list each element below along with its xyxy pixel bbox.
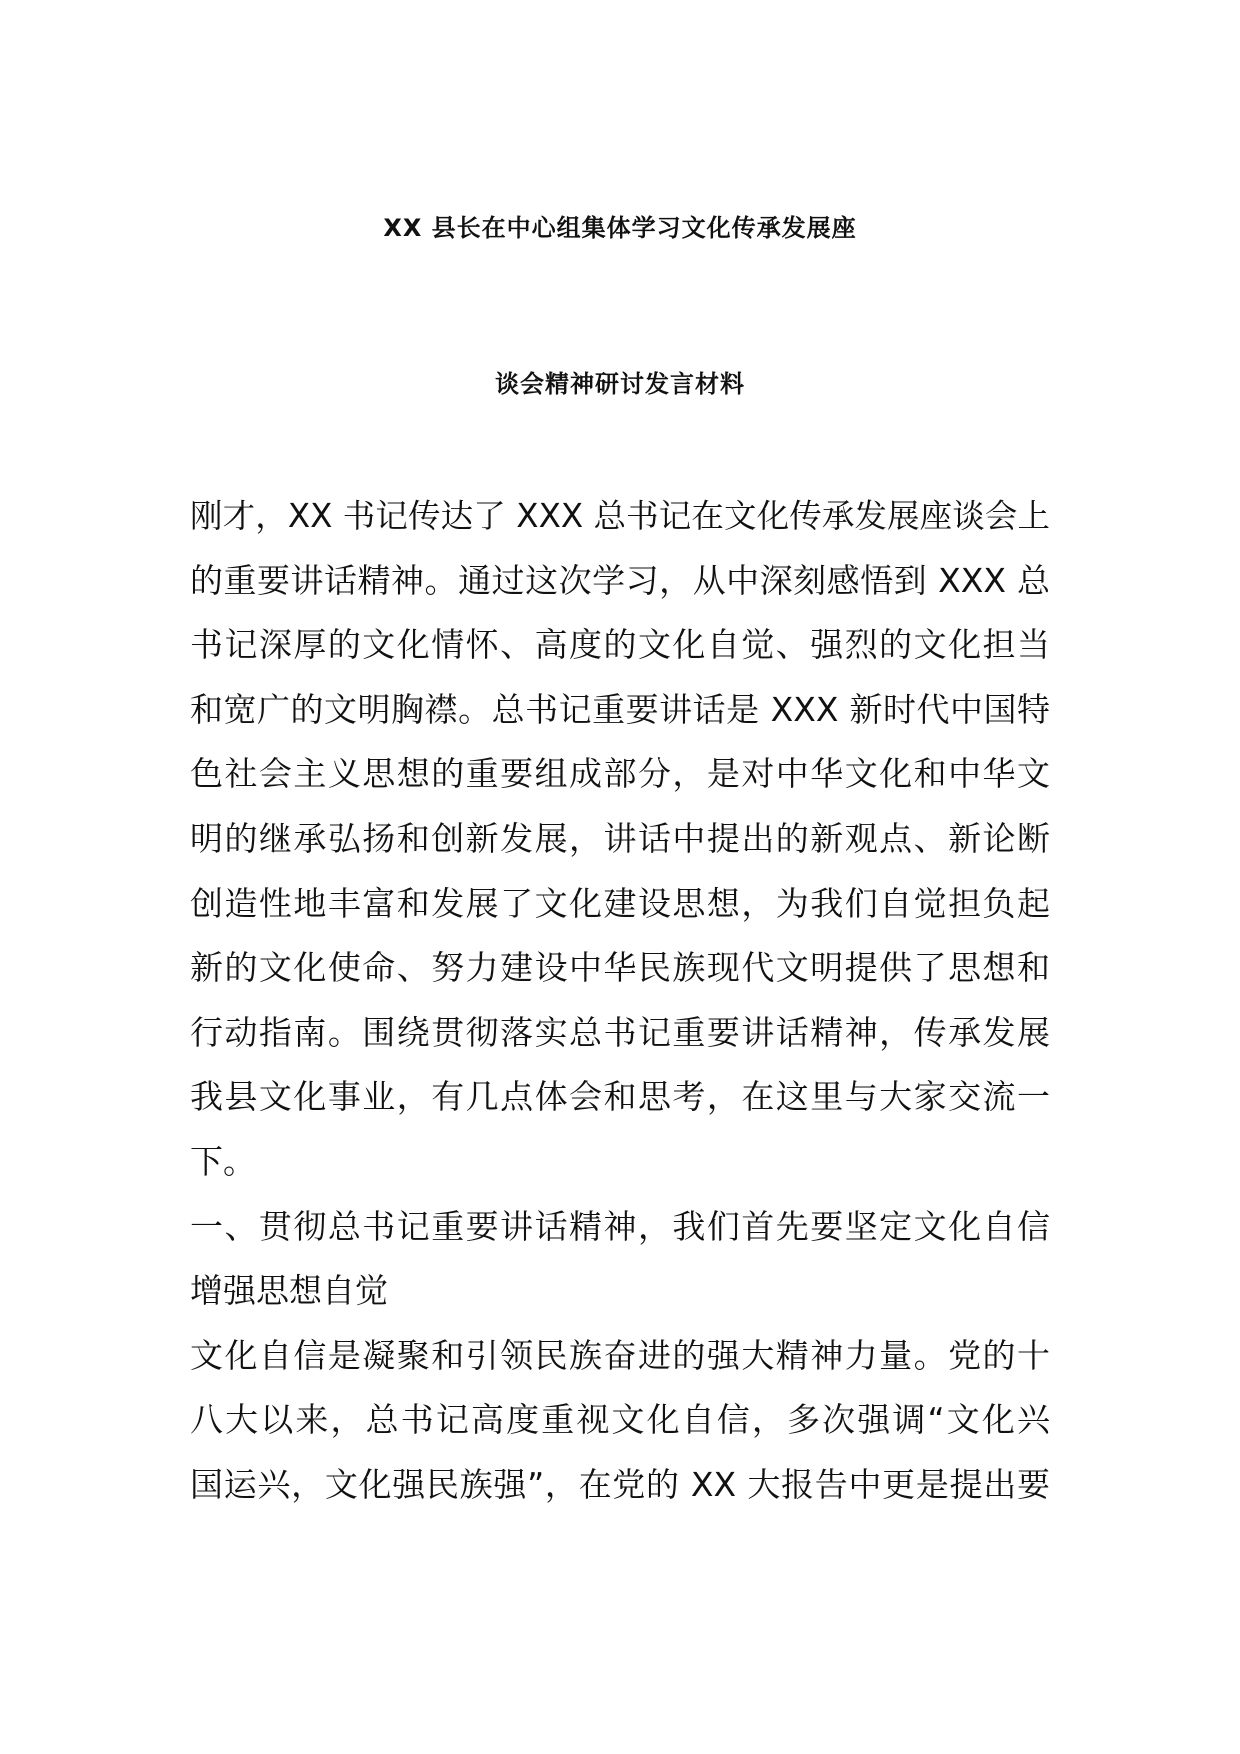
body-line: 我县文化事业，有几点体会和思考，在这里与大家交流一 xyxy=(190,1077,1050,1117)
body-line: 的重要讲话精神。通过这次学习，从中深刻感悟到 XXX 总 xyxy=(190,560,1050,600)
body-line: 下。 xyxy=(190,1141,256,1181)
body-line: 行动指南。围绕贯彻落实总书记重要讲话精神，传承发展 xyxy=(190,1012,1050,1052)
body-line: 新的文化使命、努力建设中华民族现代文明提供了思想和 xyxy=(190,948,1050,988)
body-line: 八大以来，总书记高度重视文化自信，多次强调“文化兴 xyxy=(190,1400,1050,1440)
body-line: 色社会主义思想的重要组成部分，是对中华文化和中华文 xyxy=(190,754,1050,794)
section-heading-line: 增强思想自觉 xyxy=(190,1271,388,1311)
section-heading-line: 一、贯彻总书记重要讲话精神，我们首先要坚定文化自信 xyxy=(190,1206,1050,1246)
document-title-line-1: XX 县长在中心组集体学习文化传承发展座 xyxy=(383,214,857,242)
body-line: 和宽广的文明胸襟。总书记重要讲话是 XXX 新时代中国特 xyxy=(190,689,1050,729)
body-line: 明的继承弘扬和创新发展，讲话中提出的新观点、新论断 xyxy=(190,818,1050,858)
body-line: 书记深厚的文化情怀、高度的文化自觉、强烈的文化担当 xyxy=(190,625,1050,665)
document-body xyxy=(190,484,1050,1518)
body-line: 国运兴，文化强民族强”，在党的 XX 大报告中更是提出要 xyxy=(190,1464,1050,1504)
body-line: 文化自信是凝聚和引领民族奋进的强大精神力量。党的十 xyxy=(190,1335,1050,1375)
body-line: 创造性地丰富和发展了文化建设思想，为我们自觉担负起 xyxy=(190,883,1050,923)
document-title-line-2: 谈会精神研讨发言材料 xyxy=(495,370,745,398)
body-line: 刚才，XX 书记传达了 XXX 总书记在文化传承发展座谈会上 xyxy=(190,497,1050,535)
